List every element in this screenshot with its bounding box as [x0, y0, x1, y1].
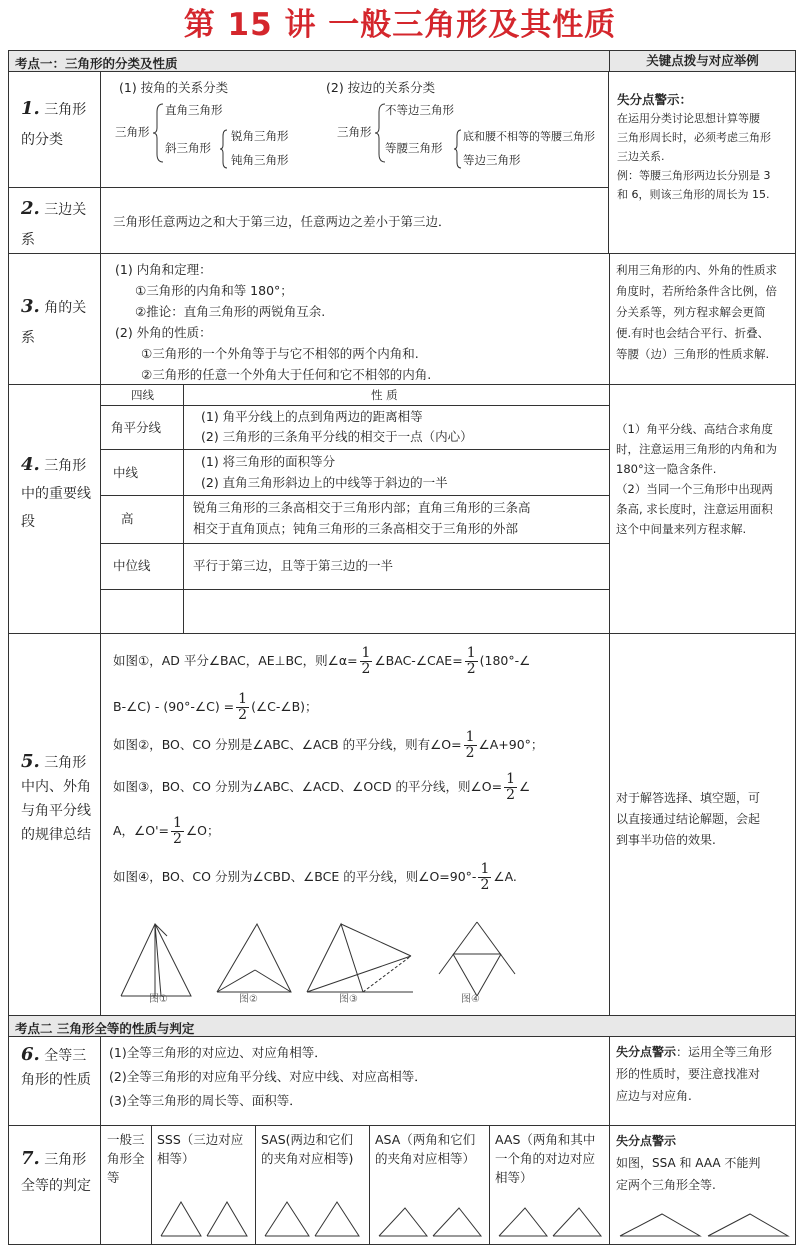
row3-note [609, 254, 795, 384]
row-number: 5. [21, 751, 40, 772]
criterion-sss: SSS（三边对应相等） [157, 1132, 244, 1166]
brace-icon [453, 128, 463, 170]
denominator: 2 [466, 661, 476, 677]
row3-content [101, 254, 609, 384]
denominator: 2 [361, 661, 371, 677]
note-line: 三边关系. [617, 150, 665, 163]
text: A，∠O'= [113, 823, 170, 838]
aas-figure [495, 1202, 605, 1240]
row-title: 三角形的分类 [21, 102, 87, 148]
page-title: 第 15 讲 一般三角形及其性质 [183, 7, 617, 43]
denominator: 2 [506, 787, 515, 803]
note-line: 条高, 求长度时，注意运用面积 [616, 502, 773, 516]
equilateral-label: 等边三角形 [463, 153, 521, 167]
angle-line: ①三角形的一个外角等于与它不相邻的两个内角和. [141, 346, 419, 361]
segment-property: (2) 直角三角形斜边上的中线等于斜边的一半 [201, 475, 448, 490]
rule-line-6 [113, 862, 517, 893]
row5-content [101, 634, 609, 1015]
section1-header [8, 50, 796, 72]
note-line: 这个中间量来列方程求解. [616, 522, 747, 536]
angle-tree-root: 三角形 [115, 125, 150, 139]
fraction-half [465, 646, 478, 677]
row-congruent-properties [8, 1036, 796, 1126]
figure-4-caption: 图④ [461, 994, 480, 1005]
side-relation-text: 三角形任意两边之和大于第三边，任意两边之差小于第三边． [113, 214, 451, 229]
row-number: 1. [21, 98, 40, 119]
figure-3-diagram [301, 916, 421, 1008]
isosceles-non-equal-label: 底和腰不相等的等腰三角形 [463, 130, 595, 143]
by-side-title: (2) 按边的关系分类 [326, 80, 436, 95]
segment-property: 锐角三角形的三条高相交于三角形内部；直角三角形的三条高 [193, 500, 531, 515]
text: ∠O； [185, 823, 220, 838]
text: (180°-∠ [479, 653, 531, 668]
row3-label [9, 254, 101, 384]
numerator: 1 [361, 645, 371, 661]
criterion-asa: ASA（两角和它们的夹角对应相等） [375, 1132, 476, 1166]
rule-line-2 [113, 692, 318, 723]
note-line: （2）当同一个三角形中出现两 [616, 482, 773, 496]
row6-label [9, 1037, 101, 1125]
scalene-label: 不等边三角形 [385, 103, 454, 117]
note-line: 如图，SSA 和 AAA 不能判 [616, 1156, 761, 1170]
criterion-aas: AAS（两角和其中一个角的对边对应相等） [495, 1132, 596, 1185]
side-tree-root: 三角形 [337, 125, 372, 139]
numerator: 1 [238, 691, 248, 707]
property-line: (1)全等三角形的对应边、对应角相等． [109, 1045, 327, 1060]
row-angle-rules [8, 633, 796, 1016]
note-line: 180°这一隐含条件. [616, 462, 717, 476]
row7-label [9, 1126, 101, 1244]
segment-property: 相交于直角顶点；钝角三角形的三条高相交于三角形的外部 [193, 521, 519, 536]
inner-divider [183, 385, 184, 633]
row4-label [9, 385, 101, 633]
rule-line-1 [113, 646, 530, 677]
note-line: 对于解答选择、填空题，可 [616, 791, 761, 805]
rule-line-4 [113, 772, 530, 803]
row-title: 三角形中的重要线段 [21, 458, 91, 530]
segment-property: (1) 将三角形的面积等分 [201, 454, 336, 469]
segment-median: 中线 [113, 465, 139, 480]
numerator: 1 [480, 861, 490, 877]
fraction-half [171, 816, 184, 847]
inner-row-line [101, 449, 609, 450]
denominator: 2 [173, 831, 182, 847]
inner-row-line [101, 543, 609, 544]
row4-note [609, 385, 795, 633]
figure-2-caption: 图② [239, 994, 258, 1005]
note-line: 便.有时也会结合平行、折叠、 [616, 326, 770, 340]
row-title: 角的关系 [21, 300, 87, 346]
row6-note [609, 1037, 795, 1125]
note-line: 例：等腰三角形两边长分别是 3 [617, 169, 771, 182]
angle-line: (2) 外角的性质： [115, 325, 212, 340]
fraction-half [360, 646, 373, 677]
segment-angle-bisector: 角平分线 [111, 420, 162, 435]
text: 如图③，BO、CO 分别为∠ABC、∠ACD、∠OCD 的平分线，则∠O= [113, 779, 503, 794]
figure-3-caption: 图③ [339, 994, 358, 1005]
note-line: ：运用全等三角形 [676, 1045, 773, 1059]
section1-right-title: 关键点拨与对应举例 [609, 51, 795, 71]
fraction-half [478, 862, 491, 893]
numerator: 1 [173, 815, 182, 831]
brace-icon [219, 128, 229, 170]
note-heading: 失分点警示 [616, 1045, 677, 1059]
text: 如图④，BO、CO 分别为∠CBD、∠BCE 的平分线，则∠O=90°- [113, 869, 477, 884]
note-line: 到事半功倍的效果. [616, 833, 716, 847]
row2-content [101, 188, 609, 253]
property-line: (2)全等三角形的对应角平分线、对应中线、对应高相等． [109, 1069, 427, 1084]
note-line: 定两个三角形全等. [616, 1178, 716, 1192]
note-heading: 失分点警示： [617, 92, 693, 107]
angle-line: ②推论：直角三角形的两锐角互余. [135, 304, 326, 319]
row-angle-relation [8, 253, 796, 385]
row7-note [609, 1126, 795, 1244]
numerator: 1 [506, 771, 515, 787]
angle-line: ①三角形的内角和等 180°； [135, 283, 293, 298]
angle-line: ②三角形的任意一个外角大于任何和它不相邻的内角. [141, 367, 432, 382]
row-title: 三角形中内、外角与角平分线的规律总结 [21, 755, 91, 843]
rule-line-5 [113, 816, 219, 847]
inner-divider [255, 1126, 256, 1244]
segment-altitude: 高 [121, 511, 134, 526]
isosceles-label: 等腰三角形 [385, 141, 443, 155]
section1-title: 考点一：三角形的分类及性质 [15, 56, 178, 71]
note-line: 应边与对应角. [616, 1089, 692, 1103]
row-important-segments [8, 384, 796, 634]
note-line: 和 6，则该三角形的周长为 15. [617, 188, 770, 201]
by-angle-title: (1) 按角的关系分类 [119, 80, 229, 95]
inner-row-line [101, 405, 609, 406]
segment-midline: 中位线 [113, 558, 151, 573]
row-number: 3. [21, 296, 40, 317]
inner-divider [151, 1126, 152, 1244]
inner-row-line [101, 589, 609, 590]
oblique-triangle-label: 斜三角形 [165, 141, 211, 155]
text: 如图①，AD 平分∠BAC，AE⊥BC，则∠α= [113, 653, 358, 668]
ssa-counterexample-figure [616, 1208, 792, 1240]
note-line: 以直接通过结论解题，会起 [616, 812, 761, 826]
row-number: 6. [21, 1044, 40, 1065]
col-head-property: 性 质 [371, 388, 398, 402]
row-title: 三边关系 [21, 202, 87, 248]
row7-content [101, 1126, 609, 1244]
text: ∠ [519, 779, 531, 794]
criterion-sas: SAS(两边和它们的夹角对应相等) [261, 1132, 354, 1166]
note-heading: 失分点警示 [616, 1134, 677, 1148]
denominator: 2 [238, 707, 248, 723]
row1-label [9, 72, 101, 187]
denominator: 2 [480, 877, 490, 893]
section2-header [8, 1015, 796, 1037]
row-congruence-criteria [8, 1125, 796, 1245]
note-line: 形的性质时，要注意找准对 [616, 1067, 761, 1081]
note-line: 在运用分类讨论思想计算等腰 [617, 112, 760, 125]
row-title: 三角形全等的判定 [21, 1152, 91, 1194]
row2-label [9, 188, 101, 253]
text: (∠C-∠B)； [251, 699, 318, 714]
row5-label [9, 634, 101, 1015]
knowledge-table [8, 50, 796, 1196]
note-line: （1）角平分线、高结合求角度 [616, 422, 773, 436]
col-head-line: 四线 [131, 388, 154, 402]
text: B-∠C) - (90°-∠C) = [113, 699, 235, 714]
inner-divider [369, 1126, 370, 1244]
acute-triangle-label: 锐角三角形 [231, 129, 289, 143]
general-triangle-label: 一般三角形全等 [107, 1132, 145, 1185]
brace-icon [151, 102, 165, 164]
numerator: 1 [466, 645, 476, 661]
inner-row-line [101, 495, 609, 496]
note-line: 三角形周长时，必须考虑三角形 [617, 131, 771, 144]
segment-property: (2) 三角形的三条角平分线的相交于一点（内心） [201, 429, 473, 444]
denominator: 2 [465, 745, 475, 761]
note-line: 等腰（边）三角形的性质求解. [616, 347, 770, 361]
segment-property: 平行于第三边，且等于第三边的一半 [193, 558, 394, 573]
note-rows-1-2 [608, 71, 796, 254]
row5-note [609, 634, 795, 1015]
note-line: 角度时，若所给条件含比例，倍 [616, 284, 777, 298]
rule-line-3 [113, 730, 543, 761]
text: ∠A. [493, 869, 517, 884]
section2-title: 考点二 三角形全等的性质与判定 [15, 1021, 195, 1036]
fraction-half [464, 730, 477, 761]
figure-1-caption: 图① [149, 994, 168, 1005]
right-triangle-label: 直角三角形 [165, 103, 223, 117]
angle-line: (1) 内角和定理： [115, 262, 212, 277]
text: ∠BAC-∠CAE= [374, 653, 463, 668]
row-number: 4. [21, 454, 40, 475]
numerator: 1 [465, 729, 475, 745]
property-line: (3)全等三角形的周长等、面积等． [109, 1093, 302, 1108]
row-title: 全等三角形的性质 [21, 1048, 91, 1088]
sss-figure [157, 1196, 253, 1240]
note-line: 利用三角形的内、外角的性质求 [616, 263, 777, 277]
row4-content [101, 385, 609, 633]
fraction-half [504, 772, 517, 803]
sas-figure [261, 1196, 365, 1240]
fraction-half [236, 692, 249, 723]
row-number: 2. [21, 198, 40, 219]
asa-figure [375, 1202, 485, 1240]
row-number: 7. [21, 1148, 40, 1169]
row1-content [101, 72, 609, 187]
inner-divider [489, 1126, 490, 1244]
text: ∠A+90°； [478, 737, 544, 752]
note-line: 时，注意运用三角形的内角和为 [616, 442, 777, 456]
row6-content [101, 1037, 609, 1125]
text: 如图②，BO、CO 分别是∠ABC、∠ACB 的平分线，则有∠O= [113, 737, 462, 752]
note-line: 分关系等，列方程求解会更简 [616, 305, 766, 319]
obtuse-triangle-label: 钝角三角形 [231, 153, 289, 167]
segment-property: (1) 角平分线上的点到角两边的距离相等 [201, 409, 423, 424]
